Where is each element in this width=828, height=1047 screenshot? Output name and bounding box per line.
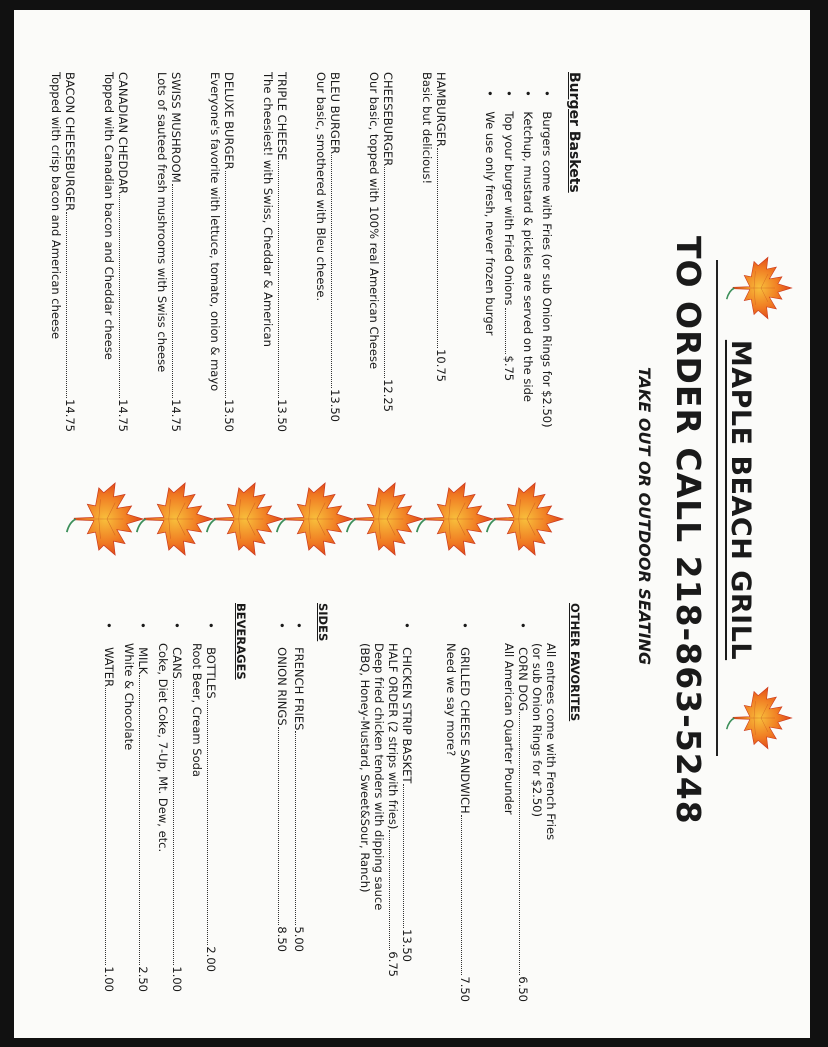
bullet: •: [502, 90, 516, 112]
burger-list: [49, 72, 448, 442]
dot-leader: [119, 195, 120, 398]
item-price: 13.50: [222, 399, 236, 432]
item-price: 13.50: [328, 389, 342, 422]
bullet: •: [516, 622, 530, 648]
item-price: 10.75: [434, 349, 448, 382]
menu-item: [367, 72, 395, 442]
item-desc: White & Chocolate: [122, 643, 136, 751]
item-desc: All American Quarter Pounder: [502, 643, 516, 815]
dot-leader: [331, 155, 332, 388]
dot-leader: [105, 688, 106, 965]
bullet: •: [483, 90, 497, 112]
burger-baskets-heading: Burger Baskets: [566, 72, 582, 193]
item-name: HALF ORDER (2 strips with fries): [386, 643, 400, 830]
item-desc: Topped with crisp bacon and American cheese: [49, 72, 63, 340]
bullet: •: [521, 90, 535, 112]
dot-leader: [207, 700, 208, 946]
item-name: WATER: [102, 647, 116, 688]
item-desc: Deep fried chicken tenders with dipping sauce: [372, 643, 386, 911]
dot-leader: [139, 675, 140, 965]
menu-item: [420, 72, 448, 442]
menu-item: [190, 622, 218, 992]
dot-leader: [437, 148, 438, 348]
dot-leader: [461, 815, 462, 976]
seating-subtitle: TAKE OUT OR OUTDOOR SEATING: [635, 366, 654, 666]
maple-leaf-icon: [206, 478, 288, 560]
item-price: 12.25: [381, 379, 395, 412]
dot-leader: [389, 830, 390, 950]
note-condiments: Ketchup, mustard & pickles are served on the side: [521, 111, 535, 402]
item-desc: Everyone's favorite with lettuce, tomato, onion & mayo: [208, 72, 222, 392]
bullet: •: [136, 622, 150, 648]
item-price: 13.50: [275, 399, 289, 432]
item-price: 13.50: [400, 929, 414, 962]
item-price: 2.50: [136, 966, 150, 992]
item-price: 14.75: [63, 399, 77, 432]
intro-line: All entrees come with French Fries: [544, 643, 558, 841]
other-favorites-heading: OTHER FAVORITES: [568, 603, 582, 722]
maple-leaf-icon: [136, 478, 218, 560]
dot-leader: [172, 184, 173, 398]
intro-line: (or sub Onion Rings for $2.50): [530, 643, 544, 817]
item-desc: Our basic, smothered with Bleu cheese.: [314, 72, 328, 302]
dot-leader: [519, 712, 520, 975]
item-name: BLEU BURGER: [328, 72, 342, 155]
item-name: MILK: [136, 647, 150, 675]
dot-leader: [505, 308, 506, 354]
menu-item: [49, 72, 77, 442]
item-name: HAMBURGER: [434, 72, 448, 147]
beverages-heading: BEVERAGES: [234, 603, 248, 680]
dot-leader: [403, 784, 404, 928]
dot-leader: [225, 171, 226, 398]
maple-leaf-icon: [66, 478, 148, 560]
item-price: 6.75: [386, 951, 400, 977]
dot-leader: [278, 727, 279, 926]
menu-item-grilled-cheese: [444, 622, 472, 1002]
menu-item-chicken: [358, 622, 414, 1012]
menu-item: [261, 72, 289, 442]
item-name: GRILLED CHEESE SANDWICH: [458, 647, 472, 814]
note-fries: Burgers come with Fries (or sub Onion Rings for $2.50): [540, 111, 554, 428]
menu-item: [156, 622, 184, 992]
item-price: 8.50: [275, 926, 289, 952]
item-name: CANS: [170, 647, 184, 679]
menu-item: [314, 72, 342, 442]
beverages-list: [102, 622, 218, 992]
item-desc: (BBQ, Honey-Mustard, Sweet&Sour, Ranch): [358, 643, 372, 893]
bullet: •: [204, 622, 218, 648]
item-price: 1.00: [170, 966, 184, 992]
dot-leader: [66, 212, 67, 398]
dot-leader: [278, 161, 279, 398]
restaurant-title: MAPLE BEACH GRILL: [725, 339, 756, 661]
item-desc: Basic but delicious!: [420, 72, 434, 185]
item-name: TRIPLE CHEESE: [275, 72, 289, 161]
maple-leaf-icon: [726, 253, 796, 323]
item-name: FRENCH FRIES: [292, 647, 306, 731]
other-intro: [530, 643, 558, 983]
item-desc: Need we say more?: [444, 643, 458, 757]
menu-item: [122, 622, 150, 992]
menu-sheet: [24, 18, 804, 1028]
maple-leaf-icon: [726, 683, 796, 753]
item-price: 2.00: [204, 946, 218, 972]
bullet: •: [292, 622, 306, 648]
dot-leader: [384, 167, 385, 378]
bullet: •: [275, 622, 289, 648]
item-name: DELUXE BURGER: [222, 72, 236, 170]
note-onions-price: $.75: [502, 355, 516, 382]
item-name: CANADIAN CHEDDAR: [116, 72, 130, 195]
item-desc: Coke, Diet Coke, 7-Up, Mt. Dew, etc.: [156, 643, 170, 853]
menu-item: [208, 72, 236, 442]
leaf-column: [66, 478, 568, 568]
item-name: SWISS MUSHROOM: [169, 72, 183, 183]
item-price: 14.75: [116, 399, 130, 432]
phone-line: TO ORDER CALL 218-863-5248: [669, 236, 708, 825]
item-desc: Our basic, topped with 100% real American Cheese: [367, 72, 381, 370]
sides-list: [275, 622, 306, 952]
dot-leader: [295, 731, 296, 925]
item-price: 6.50: [516, 976, 530, 1002]
menu-item-corn-dog: [502, 622, 530, 1002]
note-fresh: We use only fresh, never frozen burger: [483, 111, 497, 336]
item-name: BACON CHEESEBURGER: [63, 72, 77, 212]
item-name: ONION RINGS: [275, 647, 289, 726]
bullet: •: [540, 90, 554, 112]
item-desc: Root Beer, Cream Soda: [190, 643, 204, 777]
item-name: BOTTLES: [204, 647, 218, 699]
item-name: CHICKEN STRIP BASKET: [400, 647, 414, 784]
maple-leaf-icon: [486, 478, 568, 560]
sides-heading: SIDES: [316, 603, 330, 642]
maple-leaf-icon: [346, 478, 428, 560]
item-price: 14.75: [169, 399, 183, 432]
item-price: 1.00: [102, 966, 116, 992]
item-name: CORN DOG: [516, 647, 530, 712]
menu-paper: [14, 10, 810, 1038]
bullet: •: [458, 622, 472, 648]
dot-leader: [173, 680, 174, 966]
title-rule: [716, 260, 718, 756]
note-onions: Top your burger with Fried Onions: [502, 111, 516, 306]
item-price: 7.50: [458, 976, 472, 1002]
bullet: •: [170, 622, 184, 648]
maple-leaf-icon: [276, 478, 358, 560]
item-desc: The cheesiest! with Swiss, Cheddar & American: [261, 72, 275, 347]
menu-item: [155, 72, 183, 442]
item-desc: Lots of sauteed fresh mushrooms with Swiss cheese: [155, 72, 169, 373]
item-name: CHEESEBURGER: [381, 72, 395, 167]
bullet: •: [102, 622, 116, 648]
maple-leaf-icon: [416, 478, 498, 560]
item-price: 5.00: [292, 926, 306, 952]
item-desc: Topped with Canadian bacon and Cheddar cheese: [102, 72, 116, 360]
burger-notes: [483, 90, 554, 470]
menu-item: [102, 72, 130, 442]
menu-item: [102, 622, 116, 992]
bullet: •: [400, 622, 414, 648]
